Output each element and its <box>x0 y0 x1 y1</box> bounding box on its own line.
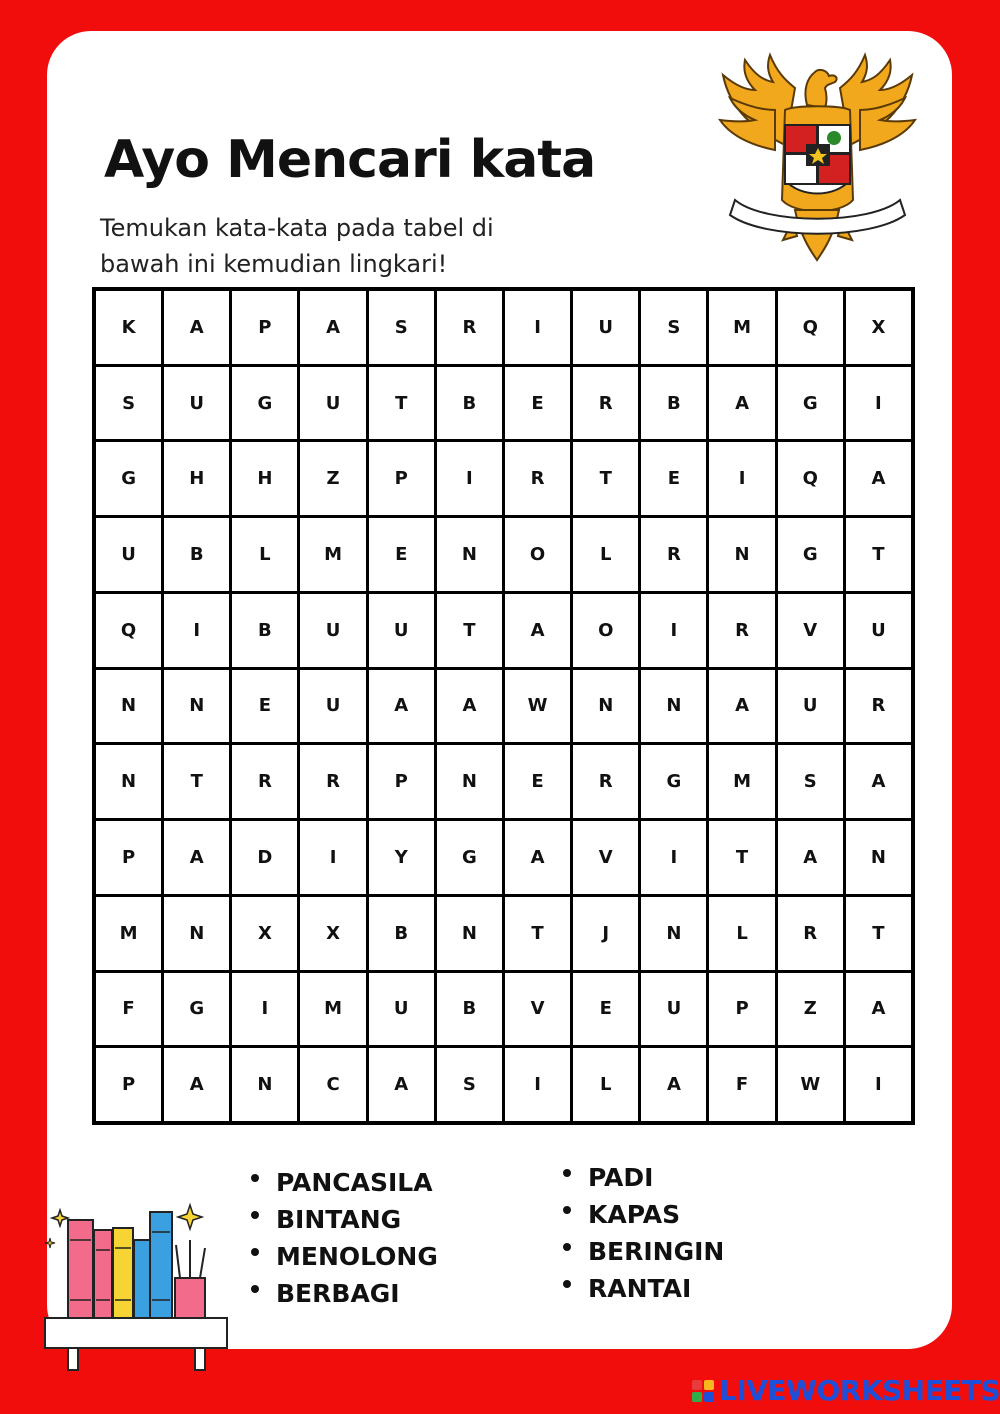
grid-cell[interactable]: B <box>437 367 502 440</box>
instructions-line-1: Temukan kata-kata pada tabel di <box>100 214 494 242</box>
grid-cell[interactable]: I <box>641 821 706 894</box>
grid-cell[interactable]: R <box>437 291 502 364</box>
grid-cell[interactable]: T <box>846 518 911 591</box>
grid-cell[interactable]: U <box>641 973 706 1046</box>
list-item: KAPAS <box>560 1196 724 1233</box>
grid-cell[interactable]: A <box>300 291 365 364</box>
grid-cell[interactable]: I <box>232 973 297 1046</box>
grid-cell[interactable]: W <box>505 670 570 743</box>
grid-cell[interactable]: C <box>300 1048 365 1121</box>
grid-cell[interactable]: Q <box>96 594 161 667</box>
grid-cell[interactable]: U <box>778 670 843 743</box>
grid-cell[interactable]: P <box>369 745 434 818</box>
grid-cell[interactable]: A <box>846 973 911 1046</box>
grid-cell[interactable]: M <box>300 518 365 591</box>
grid-cell[interactable]: L <box>709 897 774 970</box>
grid-cell[interactable]: M <box>709 745 774 818</box>
grid-cell[interactable]: O <box>573 594 638 667</box>
grid-cell[interactable]: A <box>846 442 911 515</box>
grid-cell[interactable]: S <box>641 291 706 364</box>
grid-cell[interactable]: R <box>300 745 365 818</box>
grid-cell[interactable]: I <box>846 367 911 440</box>
grid-cell[interactable]: L <box>573 518 638 591</box>
grid-cell[interactable]: U <box>846 594 911 667</box>
grid-cell[interactable]: I <box>164 594 229 667</box>
grid-cell[interactable]: N <box>437 897 502 970</box>
grid-cell[interactable]: H <box>164 442 229 515</box>
grid-cell[interactable]: P <box>96 821 161 894</box>
grid-cell[interactable]: E <box>369 518 434 591</box>
grid-cell[interactable]: A <box>505 821 570 894</box>
list-item: RANTAI <box>560 1270 724 1307</box>
grid-cell[interactable]: L <box>573 1048 638 1121</box>
grid-cell[interactable]: E <box>505 367 570 440</box>
grid-cell[interactable]: B <box>232 594 297 667</box>
grid-cell[interactable]: U <box>164 367 229 440</box>
grid-cell[interactable]: T <box>846 897 911 970</box>
grid-cell[interactable]: A <box>641 1048 706 1121</box>
grid-cell[interactable]: S <box>369 291 434 364</box>
liveworksheets-logo[interactable] <box>692 1374 1000 1407</box>
grid-cell[interactable]: V <box>573 821 638 894</box>
grid-cell[interactable]: S <box>778 745 843 818</box>
grid-cell[interactable]: G <box>778 518 843 591</box>
grid-cell[interactable]: T <box>369 367 434 440</box>
list-item: PANCASILA <box>248 1164 438 1201</box>
grid-cell[interactable]: L <box>232 518 297 591</box>
grid-cell[interactable]: A <box>369 1048 434 1121</box>
grid-cell[interactable]: T <box>505 897 570 970</box>
grid-cell[interactable]: J <box>573 897 638 970</box>
grid-cell[interactable]: X <box>846 291 911 364</box>
grid-cell[interactable]: A <box>778 821 843 894</box>
grid-cell[interactable]: A <box>709 367 774 440</box>
grid-cell[interactable]: G <box>778 367 843 440</box>
grid-cell[interactable]: Z <box>300 442 365 515</box>
list-item: BERBAGI <box>248 1275 438 1312</box>
grid-cell[interactable]: A <box>369 670 434 743</box>
grid-cell[interactable]: R <box>573 367 638 440</box>
grid-cell[interactable]: N <box>641 897 706 970</box>
grid-cell[interactable]: G <box>164 973 229 1046</box>
grid-cell[interactable]: R <box>846 670 911 743</box>
word-list-left <box>248 1164 438 1312</box>
grid-cell[interactable]: N <box>573 670 638 743</box>
grid-cell[interactable]: E <box>505 745 570 818</box>
grid-cell[interactable]: N <box>164 897 229 970</box>
grid-cell[interactable]: N <box>96 670 161 743</box>
grid-cell[interactable]: N <box>232 1048 297 1121</box>
grid-cell[interactable]: U <box>369 594 434 667</box>
grid-cell[interactable]: V <box>778 594 843 667</box>
list-item: PADI <box>560 1159 724 1196</box>
grid-cell[interactable]: W <box>778 1048 843 1121</box>
grid-cell[interactable]: P <box>232 291 297 364</box>
grid-cell[interactable]: P <box>96 1048 161 1121</box>
grid-cell[interactable]: X <box>232 897 297 970</box>
grid-cell[interactable]: Z <box>778 973 843 1046</box>
grid-cell[interactable]: N <box>437 518 502 591</box>
grid-cell[interactable]: T <box>164 745 229 818</box>
grid-cell[interactable]: G <box>641 745 706 818</box>
grid-cell[interactable]: E <box>232 670 297 743</box>
grid-cell[interactable]: E <box>573 973 638 1046</box>
grid-cell[interactable]: N <box>164 670 229 743</box>
grid-cell[interactable]: U <box>96 518 161 591</box>
grid-cell[interactable]: I <box>641 594 706 667</box>
grid-cell[interactable]: N <box>96 745 161 818</box>
word-list-right <box>560 1159 724 1307</box>
grid-cell[interactable]: G <box>232 367 297 440</box>
grid-cell[interactable]: S <box>437 1048 502 1121</box>
word-search-grid <box>92 287 915 1125</box>
grid-cell[interactable]: R <box>232 745 297 818</box>
grid-cell[interactable]: T <box>437 594 502 667</box>
grid-cell[interactable]: U <box>300 594 365 667</box>
grid-cell[interactable]: X <box>300 897 365 970</box>
grid-cell[interactable]: S <box>96 367 161 440</box>
grid-cell[interactable]: T <box>573 442 638 515</box>
grid-cell[interactable]: Y <box>369 821 434 894</box>
grid-cell[interactable]: R <box>778 897 843 970</box>
grid-cell[interactable]: U <box>300 367 365 440</box>
grid-cell[interactable]: B <box>164 518 229 591</box>
instructions <box>100 210 600 282</box>
instructions-line-2: bawah ini kemudian lingkari! <box>100 250 448 278</box>
grid-cell[interactable]: A <box>505 594 570 667</box>
grid-cell[interactable]: G <box>437 821 502 894</box>
grid-cell[interactable]: B <box>641 367 706 440</box>
grid-cell[interactable]: K <box>96 291 161 364</box>
grid-cell[interactable]: P <box>709 973 774 1046</box>
grid-cell[interactable]: F <box>96 973 161 1046</box>
grid-cell[interactable]: T <box>709 821 774 894</box>
grid-cell[interactable]: I <box>437 442 502 515</box>
grid-cell[interactable]: I <box>505 291 570 364</box>
bookshelf-icon <box>40 1200 235 1375</box>
liveworksheets-mark-icon <box>692 1380 714 1402</box>
grid-cell[interactable]: B <box>437 973 502 1046</box>
grid-cell[interactable]: U <box>300 670 365 743</box>
grid-cell[interactable]: I <box>300 821 365 894</box>
grid-cell[interactable]: R <box>505 442 570 515</box>
list-item: BERINGIN <box>560 1233 724 1270</box>
grid-cell[interactable]: P <box>369 442 434 515</box>
grid-cell[interactable]: A <box>437 670 502 743</box>
page-title: Ayo Mencari kata <box>104 130 596 190</box>
grid-cell[interactable]: A <box>164 291 229 364</box>
grid-cell[interactable]: I <box>709 442 774 515</box>
grid-cell[interactable]: Q <box>778 442 843 515</box>
grid-cell[interactable]: B <box>369 897 434 970</box>
grid-cell[interactable]: A <box>709 670 774 743</box>
brand-name: LIVEWORKSHEETS <box>719 1374 1000 1407</box>
grid-cell[interactable]: R <box>641 518 706 591</box>
grid-cell[interactable]: M <box>96 897 161 970</box>
grid-cell[interactable]: U <box>369 973 434 1046</box>
grid-cell[interactable]: U <box>573 291 638 364</box>
grid-cell[interactable]: R <box>573 745 638 818</box>
grid-cell[interactable]: E <box>641 442 706 515</box>
grid-cell[interactable]: A <box>164 1048 229 1121</box>
grid-cell[interactable]: N <box>437 745 502 818</box>
grid-cell[interactable]: I <box>505 1048 570 1121</box>
grid-cell[interactable]: G <box>96 442 161 515</box>
grid-cell[interactable]: N <box>709 518 774 591</box>
grid-cell[interactable]: H <box>232 442 297 515</box>
garuda-emblem-icon <box>715 50 920 270</box>
list-item: BINTANG <box>248 1201 438 1238</box>
grid-cell[interactable]: I <box>846 1048 911 1121</box>
grid-cell[interactable]: V <box>505 973 570 1046</box>
list-item: MENOLONG <box>248 1238 438 1275</box>
grid-cell[interactable]: F <box>709 1048 774 1121</box>
grid-cell[interactable]: M <box>709 291 774 364</box>
grid-cell[interactable]: O <box>505 518 570 591</box>
grid-cell[interactable]: M <box>300 973 365 1046</box>
grid-cell[interactable]: R <box>709 594 774 667</box>
grid-cell[interactable]: A <box>164 821 229 894</box>
grid-cell[interactable]: D <box>232 821 297 894</box>
grid-cell[interactable]: N <box>846 821 911 894</box>
grid-cell[interactable]: N <box>641 670 706 743</box>
grid-cell[interactable]: A <box>846 745 911 818</box>
grid-cell[interactable]: Q <box>778 291 843 364</box>
